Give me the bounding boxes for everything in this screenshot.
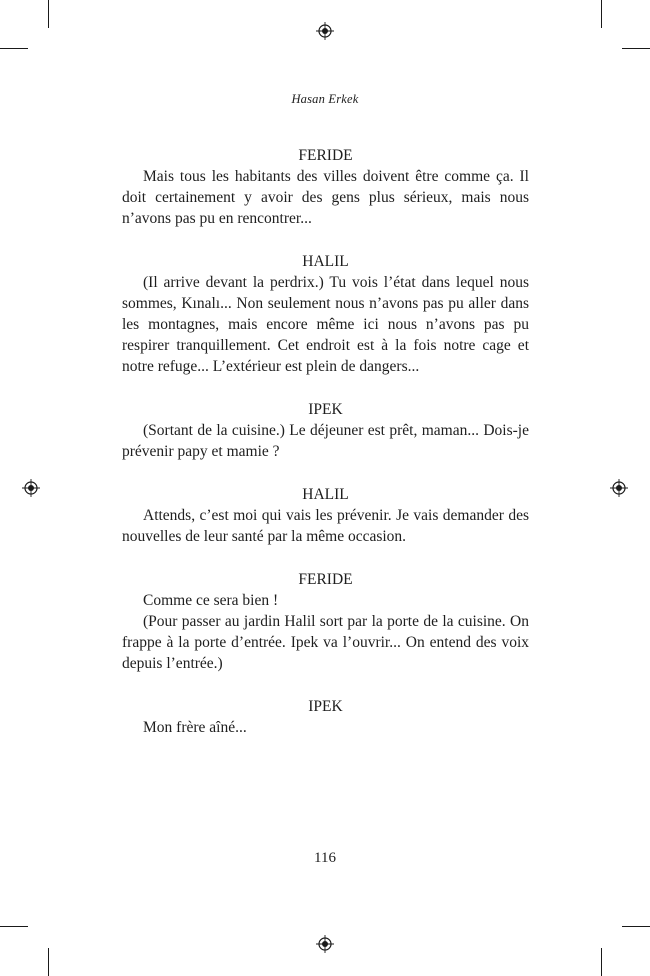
crop-mark-bottom-left-vertical	[48, 948, 49, 976]
speaker-name: FERIDE	[298, 571, 353, 588]
speaker-name: HALIL	[302, 253, 349, 270]
crop-mark-bottom-right-horizontal	[622, 926, 650, 927]
crop-mark-top-left-horizontal	[0, 48, 28, 49]
dialogue-paragraph: (Sortant de la cuisine.) Le déjeuner est prêt, maman... Dois-je prévenir papy et mamie ?	[122, 422, 529, 460]
registration-mark-right-icon	[610, 479, 628, 497]
speaker-name: FERIDE	[298, 147, 353, 164]
play-text	[122, 145, 529, 738]
speaker-name: IPEK	[308, 401, 343, 418]
crop-mark-top-right-horizontal	[622, 48, 650, 49]
registration-mark-left-icon	[22, 479, 40, 497]
running-header: Hasan Erkek	[291, 92, 359, 106]
dialogue-paragraph: Mais tous les habitants des villes doivent être comme ça. Il doit certainement y avoir des gens plus sérieux, mais nous n’avons pas pu en rencontrer...	[122, 168, 529, 227]
dialogue-paragraph: (Il arrive devant la perdrix.) Tu vois l’état dans lequel nous sommes, Kınalı... Non seulement nous n’avons pas pu aller dans les montagnes, mais encore même ici nous n’avons pas pu respirer tranquillement. Cet endroit est à la fois notre cage et notre refuge... L’extérieur est plein de dangers...	[122, 274, 529, 375]
page-number: 116	[314, 850, 336, 866]
crop-mark-top-right-vertical	[601, 0, 602, 28]
speaker-name: HALIL	[302, 486, 349, 503]
crop-mark-bottom-left-horizontal	[0, 926, 28, 927]
speaker-name: IPEK	[308, 698, 343, 715]
crop-mark-top-left-vertical	[48, 0, 49, 28]
registration-mark-top-icon	[316, 22, 334, 40]
dialogue-paragraph: Mon frère aîné...	[143, 719, 247, 736]
stage-direction-paragraph: (Pour passer au jardin Halil sort par la porte de la cuisine. On frappe à la porte d’entrée. Ipek va l’ouvrir... On entend des voix depuis l’entrée.)	[122, 613, 529, 672]
dialogue-paragraph: Comme ce sera bien !	[143, 592, 279, 609]
crop-mark-bottom-right-vertical	[601, 948, 602, 976]
dialogue-paragraph: Attends, c’est moi qui vais les prévenir. Je vais demander des nouvelles de leur santé par la même occasion.	[122, 507, 529, 545]
registration-mark-bottom-icon	[316, 935, 334, 953]
